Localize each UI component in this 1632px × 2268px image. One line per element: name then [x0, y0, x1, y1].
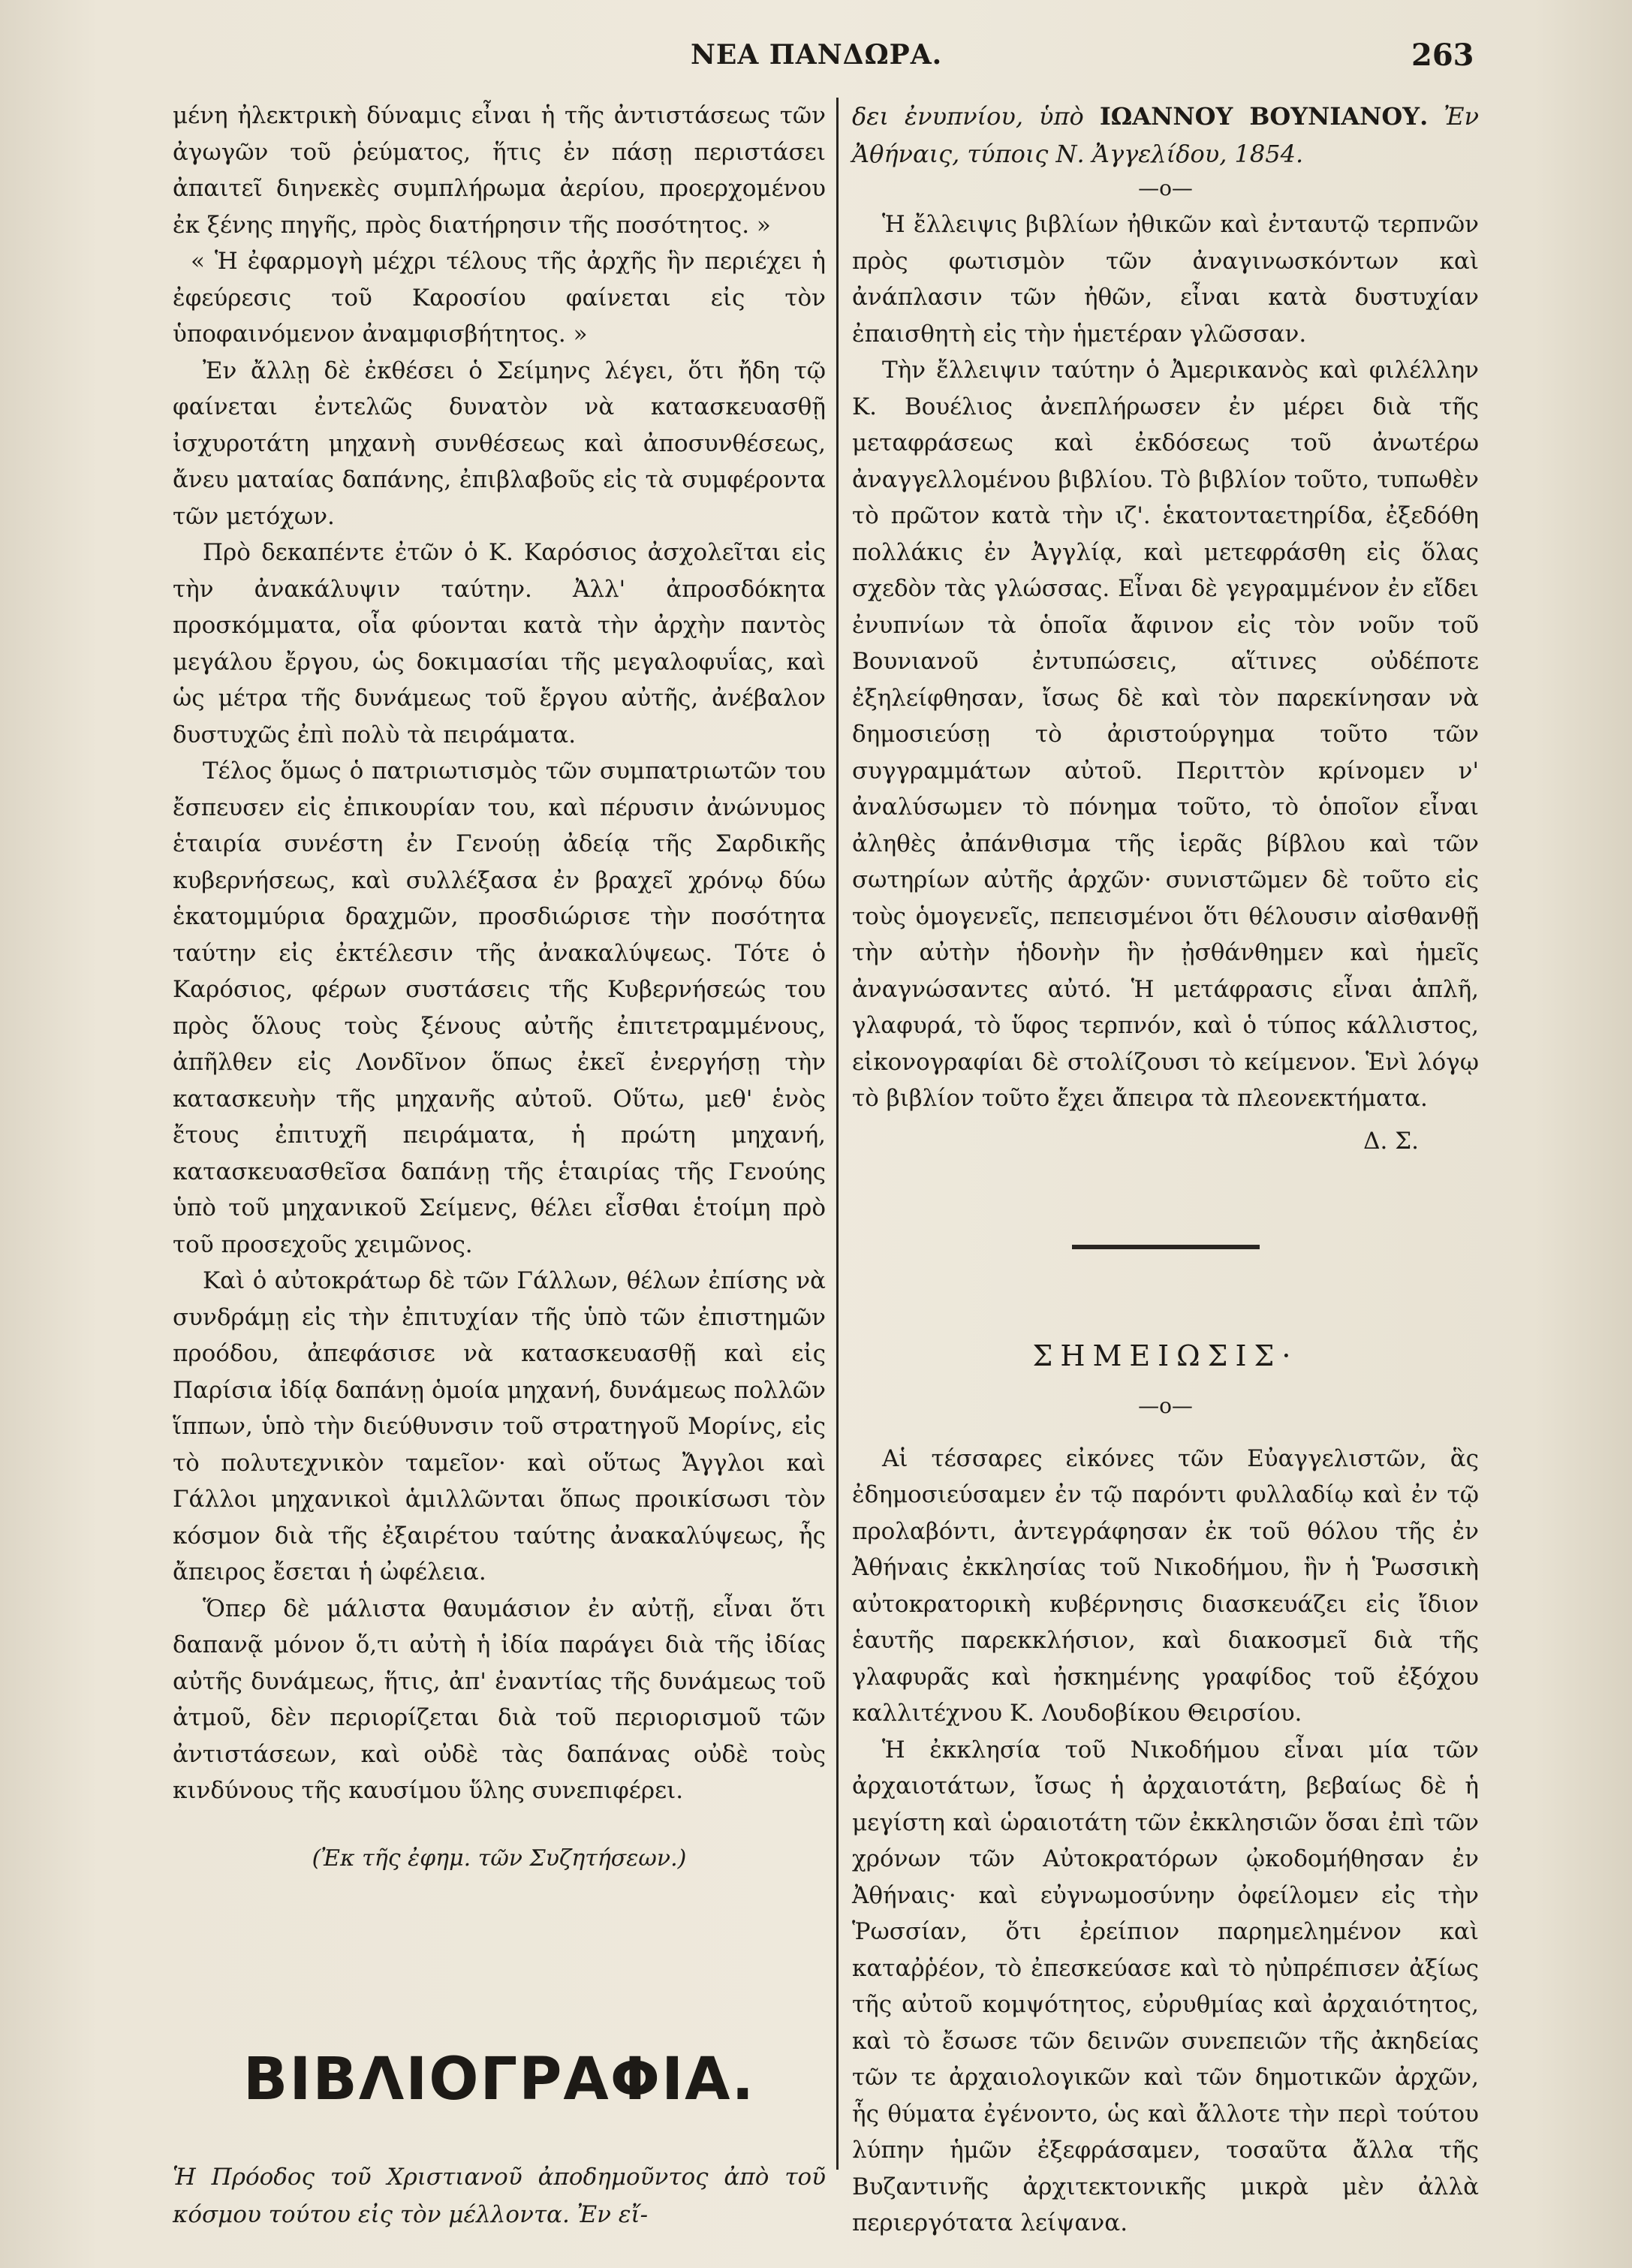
- article-paragraph: Καὶ ὁ αὐτοκράτωρ δὲ τῶν Γάλλων, θέλων ἐπίσης νὰ συνδράμῃ εἰς τὴν ἐπιτυχίαν τῆς ὑπὸ τῶν ἐπιστημῶν προόδου, ἀπεφάσισε νὰ κατασκευασθῇ καὶ εἰς Παρίσια ἰδίᾳ δαπάνῃ ὁμοία μηχανή, δυνάμεως πολλῶν ἵππων, ὑπὸ τὴν διεύθυνσιν τοῦ στρατηγοῦ Μορίνς, εἰς τὸ πολυτεχνικὸν ταμεῖον· καὶ οὕτως Ἄγγλοι καὶ Γάλλοι μηχανικοὶ ἁμιλλῶνται ὅπως προικίσωσι τὸν κόσμον διὰ τῆς ἐξαιρέτου ταύτης ἀνακαλύψεως, ἧς ἄπειρος ἔσεται ἡ ὠφέλεια.: [173, 1267, 826, 1586]
- notes-paragraph: Αἱ τέσσαρες εἰκόνες τῶν Εὐαγγελιστῶν, ἃς ἐδημοσιεύσαμεν ἐν τῷ παρόντι φυλλαδίῳ καὶ ἐν τῷ προλαβόντι, ἀντεγράφησαν ἐκ τοῦ θόλου τῆς ἐν Ἀθήναις ἐκκλησίας τοῦ Νικοδήμου, ἣν ἡ Ῥωσσικὴ αὐτοκρατορικὴ κυβέρνησις διασκευάζει εἰς ἴδιον ἑαυτῆς παρεκκλήσιον, καὶ διακοσμεῖ διὰ τῆς γλαφυρᾶς καὶ ἠσκημένης γραφίδος τοῦ ἐξόχου καλλιτέχνου Κ. Λουδοβίκου Θειρσίου.: [852, 1444, 1479, 1727]
- column-divider: [836, 98, 839, 2170]
- entry-text: δει ἐνυπνίου, ὑπὸ: [852, 102, 1084, 131]
- separator-dash: —o—: [1138, 176, 1193, 200]
- article-paragraph: μένη ἠλεκτρικὴ δύναμις εἶναι ἡ τῆς ἀντιστάσεως τῶν ἀγωγῶν τοῦ ῥεύματος, ἥτις ἐν πάσῃ περιστάσει ἀπαιτεῖ διηνεκὲς συμπλήρωμα ἀερίου, προερχομένου ἐκ ξένης πηγῆς, πρὸς διατήρησιν τῆς ποσότητος. »: [173, 102, 826, 239]
- article-paragraph: Ἐν ἄλλῃ δὲ ἐκθέσει ὁ Σείμηνς λέγει, ὅτι ἤδη τῷ φαίνεται ἐντελῶς δυνατὸν νὰ κατασκευασθῇ ἰσχυροτάτη μηχανὴ συνθέσεως καὶ ἀποσυνθέσεως, ἄνευ ματαίας δαπάνης, ἐπιβλαβοῦς εἰς τὰ συμφέροντα τῶν μετόχων.: [173, 357, 826, 530]
- notes-paragraph: Ἡ ἐκκλησία τοῦ Νικοδήμου εἶναι μία τῶν ἀρχαιοτάτων, ἴσως ἡ ἀρχαιοτάτη, βεβαίως δὲ ἡ μεγίστη καὶ ὡραιοτάτη τῶν ἐκκλησιῶν ὅσαι ἐπὶ τῶν χρόνων τῶν Αὐτοκρατόρων ᾠκοδομήθησαν ἐν Ἀθήναις· καὶ εὐγνωμοσύνην ὀφείλομεν εἰς τὴν Ῥωσσίαν, ὅτι ἐρείπιον παρημελημένον καὶ καταῤῥέον, τὸ ἐπεσκεύασε καὶ τὸ ηὐπρέπισεν ἀξίως τῆς αὐτοῦ κομψότητος, εὐρυθμίας καὶ ἀρχαιότητος, καὶ τὸ ἔσωσε τῶν δεινῶν συνεπειῶν τῆς ἀκηδείας τῶν τε ἀρχαιολογικῶν καὶ τῶν δημοτικῶν ἀρχῶν, ἧς θύματα ἐγένοντο, ὡς καὶ ἄλλοτε τὴν περὶ τούτου λύπην ἡμῶν ἐξεφράσαμεν, τοσαῦτα ἄλλα τῆς Βυζαντινῆς ἀρχιτεκτονικῆς μικρὰ μὲν ἀλλὰ περιεργότατα λείψανα.: [852, 1736, 1479, 2236]
- article-source: (Ἐκ τῆς ἐφημ. τῶν Συζητήσεων.): [312, 1845, 687, 1872]
- review-signature: Δ. Σ.: [1363, 1127, 1419, 1155]
- article-paragraph: Τέλος ὅμως ὁ πατριωτισμὸς τῶν συμπατριωτῶν του ἔσπευσεν εἰς ἐπικουρίαν του, καὶ πέρυσιν ἀνώνυμος ἑταιρία συνέστη ἐν Γενούῃ ἀδείᾳ τῆς Σαρδικῆς κυβερνήσεως, καὶ συλλέξασα ἐν βραχεῖ χρόνῳ δύω ἑκατομμύρια δραχμῶν, προσδιώρισε τὴν ποσότητα ταύτην εἰς ἐκτέλεσιν τῆς ἀνακαλύψεως. Τότε ὁ Καρόσιος, φέρων συστάσεις τῆς Κυβερνήσεώς του πρὸς ὅλους τοὺς ξένους αὐτῆς ἐπιτετραμμένους, ἀπῆλθεν εἰς Λονδῖνον ὅπως ἐκεῖ ἐνεργήσῃ τὴν κατασκευὴν τῆς μηχανῆς αὐτοῦ. Οὕτω, μεθ' ἑνὸς ἔτους ἐπιτυχῆ πειράματα, ἡ πρώτη μηχανή, κατασκευασθεῖσα δαπάνῃ τῆς ἑταιρίας τῆς Γενούης ὑπὸ τοῦ μηχανικοῦ Σείμενς, θέλει εἶσθαι ἑτοίμη πρὸ τοῦ προσεχοῦς χειμῶνος.: [173, 758, 826, 1258]
- review-paragraph: Τὴν ἔλλειψιν ταύτην ὁ Ἀμερικανὸς καὶ φιλέλλην Κ. Βουέλιος ἀνεπλήρωσεν ἐν μέρει διὰ τῆς μεταφράσεως καὶ ἐκδόσεως τοῦ ἀνωτέρω ἀναγγελλομένου βιβλίου. Τὸ βιβλίον τοῦτο, τυπωθὲν τὸ πρῶτον κατὰ τὴν ιζ'. ἑκατονταετηρίδα, ἐξεδόθη πολλάκις ἐν Ἀγγλίᾳ, καὶ μετεφράσθη εἰς ὅλας σχεδὸν τὰς γλώσσας. Εἶναι δὲ γεγραμμένον ἐν εἴδει ἐνυπνίων τὰ ὁποῖα ἄφινον εἰς τὸν νοῦν τοῦ Βουνιανοῦ ἐντυπώσεις, αἵτινες οὐδέποτε ἐξηλείφθησαν, ἴσως δὲ καὶ τὸν παρεκίνησαν νὰ δημοσιεύσῃ τὸ ἀριστούργημα τοῦτο τῶν συγγραμμάτων αὐτοῦ. Περιττὸν κρίνομεν ν' ἀναλύσωμεν τὸ πόνημα τοῦτο, τὸ ὁποῖον εἶναι ἀληθὲς ἀπάνθισμα τῆς ἱερᾶς βίβλου καὶ τῶν σωτηρίων αὐτῆς ἀρχῶν· συνιστῶμεν δὲ τοῦτο εἰς τοὺς ὁμογενεῖς, πεπεισμένοι ὅτι θέλουσιν αἰσθανθῇ τὴν αὐτὴν ἡδονὴν ἣν ᾐσθάνθημεν καὶ ἡμεῖς ἀναγνώσαντες αὐτό. Ἡ μετάφρασις εἶναι ἁπλῆ, γλαφυρά, τὸ ὕφος τερπνόν, καὶ ὁ τύπος κάλλιστος, εἰκονογραφίαι δὲ στολίζουσι τὸ κείμενον. Ἑνὶ λόγῳ τὸ βιβλίον τοῦτο ἔχει ἄπειρα τὰ πλεονεκτήματα.: [852, 357, 1479, 1112]
- section-heading-notes: ΣΗΜΕΙΩΣΙΣ·: [1032, 1339, 1299, 1372]
- page-header: [0, 30, 1632, 83]
- running-title: ΝΕΑ ΠΑΝΔΩΡΑ.: [691, 39, 943, 71]
- article-paragraph: Πρὸ δεκαπέντε ἐτῶν ὁ Κ. Καρόσιος ἀσχολεῖται εἰς τὴν ἀνακάλυψιν ταύτην. Ἀλλ' ἀπροσδόκητα προσκόμματα, οἷα φύονται κατὰ τὴν ἀρχὴν παντὸς μεγάλου ἔργου, ὡς δοκιμασίαι τῆς μεγαλοφυΐας, καὶ ὡς μέτρα τῆς δυνάμεως τοῦ ἔργου αὐτῆς, ἀνέβαλον δυστυχῶς ἐπὶ πολὺ τὰ πειράματα.: [173, 539, 826, 748]
- separator-dash: —o—: [1138, 1393, 1193, 1418]
- entry-author: ΙΩΑΝΝΟΥ ΒΟΥΝΙΑΝΟΥ.: [1099, 102, 1429, 131]
- article-paragraph: Ὅπερ δὲ μάλιστα θαυμάσιον ἐν αὐτῇ, εἶναι ὅτι δαπανᾷ μόνον ὅ,τι αὐτὴ ἡ ἰδία παράγει διὰ τῆς ἰδίας αὐτῆς δυνάμεως, ἥτις, ἀπ' ἐναντίας τῆς δυνάμεως τοῦ ἀτμοῦ, δὲν περιορίζεται διὰ τοῦ περιορισμοῦ τῶν ἀντιστάσεων, καὶ οὐδὲ τὰς δαπάνας οὐδὲ τοὺς κινδύνους τῆς καυσίμου ὕλης συνεπιφέρει.: [173, 1595, 826, 1804]
- horizontal-rule: [1072, 1245, 1260, 1249]
- entry-imprint: Ἐν Ἀθήναις, τύποις Ν. Ἀγγελίδου, 1854.: [852, 102, 1480, 168]
- bibliography-entry-continued: [852, 98, 1479, 173]
- article-paragraph: « Ἡ ἐφαρμογὴ μέχρι τέλους τῆς ἀρχῆς ἣν περιέχει ἡ ἐφεύρεσις τοῦ Καροσίου φαίνεται εἰς τὸν ὑποφαινόμενον ἀναμφισβήτητος. »: [173, 248, 826, 348]
- right-column: [852, 98, 1479, 2242]
- section-heading-bibliography: ΒΙΒΛΙΟΓΡΑΦΙΑ.: [242, 2045, 756, 2113]
- review-paragraph: Ἡ ἔλλειψις βιβλίων ἠθικῶν καὶ ἐνταυτῷ τερπνῶν πρὸς φωτισμὸν τῶν ἀναγινωσκόντων καὶ ἀνάπλασιν τῶν ἠθῶν, εἶναι κατὰ δυστυχίαν ἐπαισθητὴ εἰς τὴν ἡμετέραν γλῶσσαν.: [852, 211, 1479, 348]
- page-number: 263: [1411, 38, 1474, 73]
- left-column: [173, 98, 826, 2233]
- bibliography-entry: Ἡ Πρόοδος τοῦ Χριστιανοῦ ἀποδημοῦντος ἀπὸ τοῦ κόσμου τούτου εἰς τὸν μέλλοντα. Ἐν εἴ-: [173, 2163, 826, 2228]
